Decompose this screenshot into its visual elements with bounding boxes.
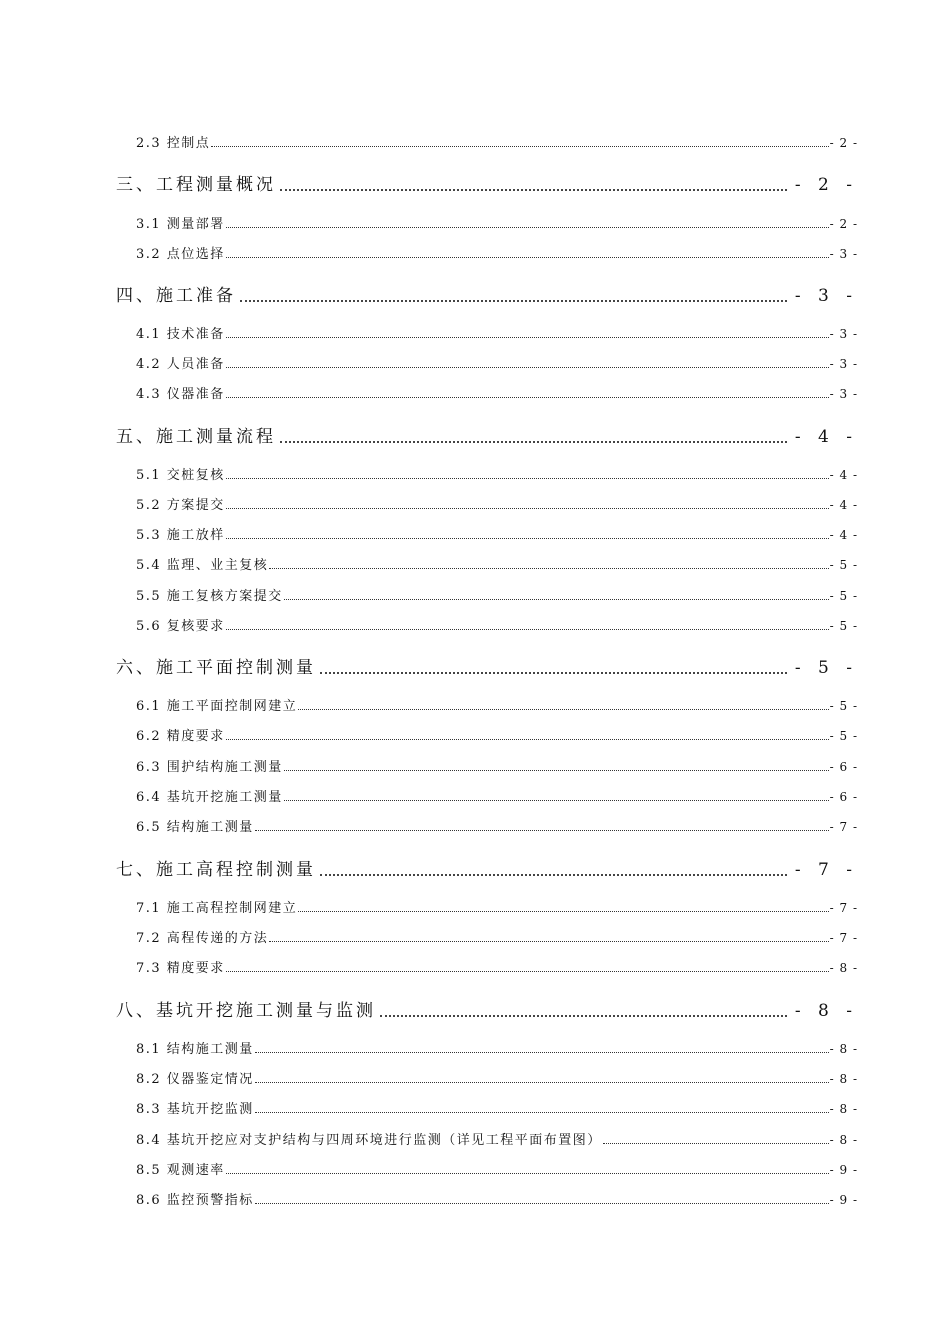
toc-section-entry[interactable] bbox=[0, 758, 950, 776]
toc-page-number: - 4 - bbox=[829, 528, 858, 542]
toc-page-number: - 9 - bbox=[829, 1193, 858, 1207]
toc-section-entry[interactable] bbox=[0, 134, 950, 152]
toc-page-number: - 8 - bbox=[829, 1133, 858, 1147]
toc-entry-title: 7.1 施工高程控制网建立 bbox=[136, 901, 298, 916]
toc-section-entry[interactable] bbox=[0, 215, 950, 233]
toc-dot-leader bbox=[284, 587, 829, 600]
toc-entry-title: 5.6 复核要求 bbox=[136, 619, 225, 634]
toc-section-entry[interactable] bbox=[0, 1100, 950, 1118]
toc-section-entry[interactable] bbox=[0, 466, 950, 484]
toc-dot-leader bbox=[240, 284, 787, 302]
toc-entry-title: 四、施工准备 bbox=[116, 286, 236, 306]
toc-page-number: - 8 - bbox=[829, 1042, 858, 1056]
toc-dot-leader bbox=[226, 466, 829, 479]
toc-dot-leader bbox=[226, 496, 829, 509]
toc-chapter-entry[interactable] bbox=[0, 656, 950, 680]
toc-chapter-entry[interactable] bbox=[0, 999, 950, 1023]
toc-entry-title: 6.2 精度要求 bbox=[136, 729, 225, 744]
toc-chapter-entry[interactable] bbox=[0, 858, 950, 882]
toc-page-number: - 3 - bbox=[829, 247, 858, 261]
toc-section-entry[interactable] bbox=[0, 1070, 950, 1088]
toc-page-number: - 8 - bbox=[829, 1102, 858, 1116]
toc-page-number: - 5 - bbox=[829, 699, 858, 713]
toc-entry-title: 3.1 测量部署 bbox=[136, 217, 225, 232]
toc-section-entry[interactable] bbox=[0, 727, 950, 745]
toc-dot-leader bbox=[603, 1131, 829, 1144]
toc-entry-title: 7.2 高程传递的方法 bbox=[136, 931, 269, 946]
toc-page-number: - 2 - bbox=[794, 175, 858, 195]
toc-dot-leader bbox=[280, 425, 787, 443]
toc-dot-leader bbox=[226, 215, 829, 228]
toc-dot-leader bbox=[211, 134, 828, 147]
toc-page-number: - 5 - bbox=[829, 619, 858, 633]
toc-page-number: - 6 - bbox=[829, 760, 858, 774]
toc-dot-leader bbox=[226, 959, 829, 972]
toc-entry-title: 8.3 基坑开挖监测 bbox=[136, 1102, 254, 1117]
toc-entry-title: 6.3 围护结构施工测量 bbox=[136, 760, 283, 775]
toc-entry-title: 5.4 监理、业主复核 bbox=[136, 558, 269, 573]
toc-dot-leader bbox=[269, 929, 828, 942]
toc-page-number: - 6 - bbox=[829, 790, 858, 804]
toc-section-entry[interactable] bbox=[0, 788, 950, 806]
toc-dot-leader bbox=[226, 727, 829, 740]
toc-entry-title: 六、施工平面控制测量 bbox=[116, 658, 316, 678]
toc-entry-title: 3.2 点位选择 bbox=[136, 247, 225, 262]
toc-page-number: - 4 - bbox=[794, 427, 858, 447]
toc-page-number: - 5 - bbox=[829, 589, 858, 603]
toc-dot-leader bbox=[380, 999, 787, 1017]
toc-section-entry[interactable] bbox=[0, 587, 950, 605]
toc-section-entry[interactable] bbox=[0, 929, 950, 947]
toc-entry-title: 5.5 施工复核方案提交 bbox=[136, 589, 283, 604]
toc-page-number: - 3 - bbox=[794, 286, 858, 306]
toc-page-number: - 5 - bbox=[829, 558, 858, 572]
toc-dot-leader bbox=[255, 1191, 829, 1204]
toc-section-entry[interactable] bbox=[0, 1040, 950, 1058]
toc-dot-leader bbox=[226, 385, 829, 398]
toc-section-entry[interactable] bbox=[0, 1161, 950, 1179]
toc-section-entry[interactable] bbox=[0, 556, 950, 574]
toc-section-entry[interactable] bbox=[0, 1191, 950, 1209]
toc-dot-leader bbox=[284, 788, 829, 801]
toc-chapter-entry[interactable] bbox=[0, 284, 950, 308]
toc-page-number: - 2 - bbox=[829, 217, 858, 231]
toc-dot-leader bbox=[255, 1040, 829, 1053]
toc-page-number: - 9 - bbox=[829, 1163, 858, 1177]
toc-entry-title: 6.4 基坑开挖施工测量 bbox=[136, 790, 283, 805]
toc-dot-leader bbox=[226, 526, 829, 539]
toc-section-entry[interactable] bbox=[0, 818, 950, 836]
toc-section-entry[interactable] bbox=[0, 325, 950, 343]
toc-dot-leader bbox=[320, 858, 787, 876]
toc-entry-title: 6.5 结构施工测量 bbox=[136, 820, 254, 835]
toc-entry-title: 5.2 方案提交 bbox=[136, 498, 225, 513]
toc-entry-title: 4.3 仪器准备 bbox=[136, 387, 225, 402]
toc-page-number: - 7 - bbox=[829, 931, 858, 945]
toc-section-entry[interactable] bbox=[0, 245, 950, 263]
toc-page-number: - 7 - bbox=[829, 901, 858, 915]
toc-entry-title: 4.2 人员准备 bbox=[136, 357, 225, 372]
toc-dot-leader bbox=[226, 355, 829, 368]
toc-dot-leader bbox=[320, 656, 787, 674]
toc-dot-leader bbox=[298, 899, 828, 912]
toc-page-number: - 8 - bbox=[829, 961, 858, 975]
toc-page-number: - 3 - bbox=[829, 357, 858, 371]
toc-section-entry[interactable] bbox=[0, 355, 950, 373]
toc-page-number: - 3 - bbox=[829, 387, 858, 401]
toc-section-entry[interactable] bbox=[0, 385, 950, 403]
toc-section-entry[interactable] bbox=[0, 697, 950, 715]
toc-page-number: - 4 - bbox=[829, 498, 858, 512]
toc-entry-title: 8.2 仪器鉴定情况 bbox=[136, 1072, 254, 1087]
toc-dot-leader bbox=[226, 617, 829, 630]
toc-dot-leader bbox=[255, 818, 829, 831]
toc-dot-leader bbox=[226, 245, 829, 258]
toc-page-number: - 3 - bbox=[829, 327, 858, 341]
toc-page-number: - 5 - bbox=[829, 729, 858, 743]
toc-section-entry[interactable] bbox=[0, 1131, 950, 1149]
toc-section-entry[interactable] bbox=[0, 496, 950, 514]
toc-section-entry[interactable] bbox=[0, 899, 950, 917]
toc-entry-title: 5.1 交桩复核 bbox=[136, 468, 225, 483]
toc-section-entry[interactable] bbox=[0, 959, 950, 977]
toc-entry-title: 8.6 监控预警指标 bbox=[136, 1193, 254, 1208]
toc-page-number: - 5 - bbox=[794, 658, 858, 678]
toc-dot-leader bbox=[255, 1100, 829, 1113]
toc-page-number: - 2 - bbox=[829, 136, 858, 150]
toc-entry-title: 八、基坑开挖施工测量与监测 bbox=[116, 1001, 376, 1021]
toc-entry-title: 7.3 精度要求 bbox=[136, 961, 225, 976]
toc-entry-title: 5.3 施工放样 bbox=[136, 528, 225, 543]
toc-page-number: - 8 - bbox=[794, 1001, 858, 1021]
toc-dot-leader bbox=[284, 758, 829, 771]
toc-entry-title: 三、工程测量概况 bbox=[116, 175, 276, 195]
toc-page-number: - 8 - bbox=[829, 1072, 858, 1086]
toc-dot-leader bbox=[226, 325, 829, 338]
toc-chapter-entry[interactable] bbox=[0, 173, 950, 197]
toc-page-number: - 7 - bbox=[794, 860, 858, 880]
toc-page-number: - 7 - bbox=[829, 820, 858, 834]
toc-entry-title: 2.3 控制点 bbox=[136, 136, 211, 151]
toc-entry-title: 4.1 技术准备 bbox=[136, 327, 225, 342]
toc-chapter-entry[interactable] bbox=[0, 425, 950, 449]
toc-dot-leader bbox=[269, 556, 828, 569]
toc-dot-leader bbox=[280, 173, 787, 191]
toc-dot-leader bbox=[298, 697, 828, 710]
toc-entry-title: 七、施工高程控制测量 bbox=[116, 860, 316, 880]
toc-entry-title: 五、施工测量流程 bbox=[116, 427, 276, 447]
toc-section-entry[interactable] bbox=[0, 617, 950, 635]
toc-page-number: - 4 - bbox=[829, 468, 858, 482]
toc-entry-title: 6.1 施工平面控制网建立 bbox=[136, 699, 298, 714]
toc-entry-title: 8.4 基坑开挖应对支护结构与四周环境进行监测（详见工程平面布置图） bbox=[136, 1133, 602, 1148]
toc-dot-leader bbox=[226, 1161, 829, 1174]
toc-entry-title: 8.5 观测速率 bbox=[136, 1163, 225, 1178]
toc-section-entry[interactable] bbox=[0, 526, 950, 544]
toc-dot-leader bbox=[255, 1070, 829, 1083]
toc-entry-title: 8.1 结构施工测量 bbox=[136, 1042, 254, 1057]
